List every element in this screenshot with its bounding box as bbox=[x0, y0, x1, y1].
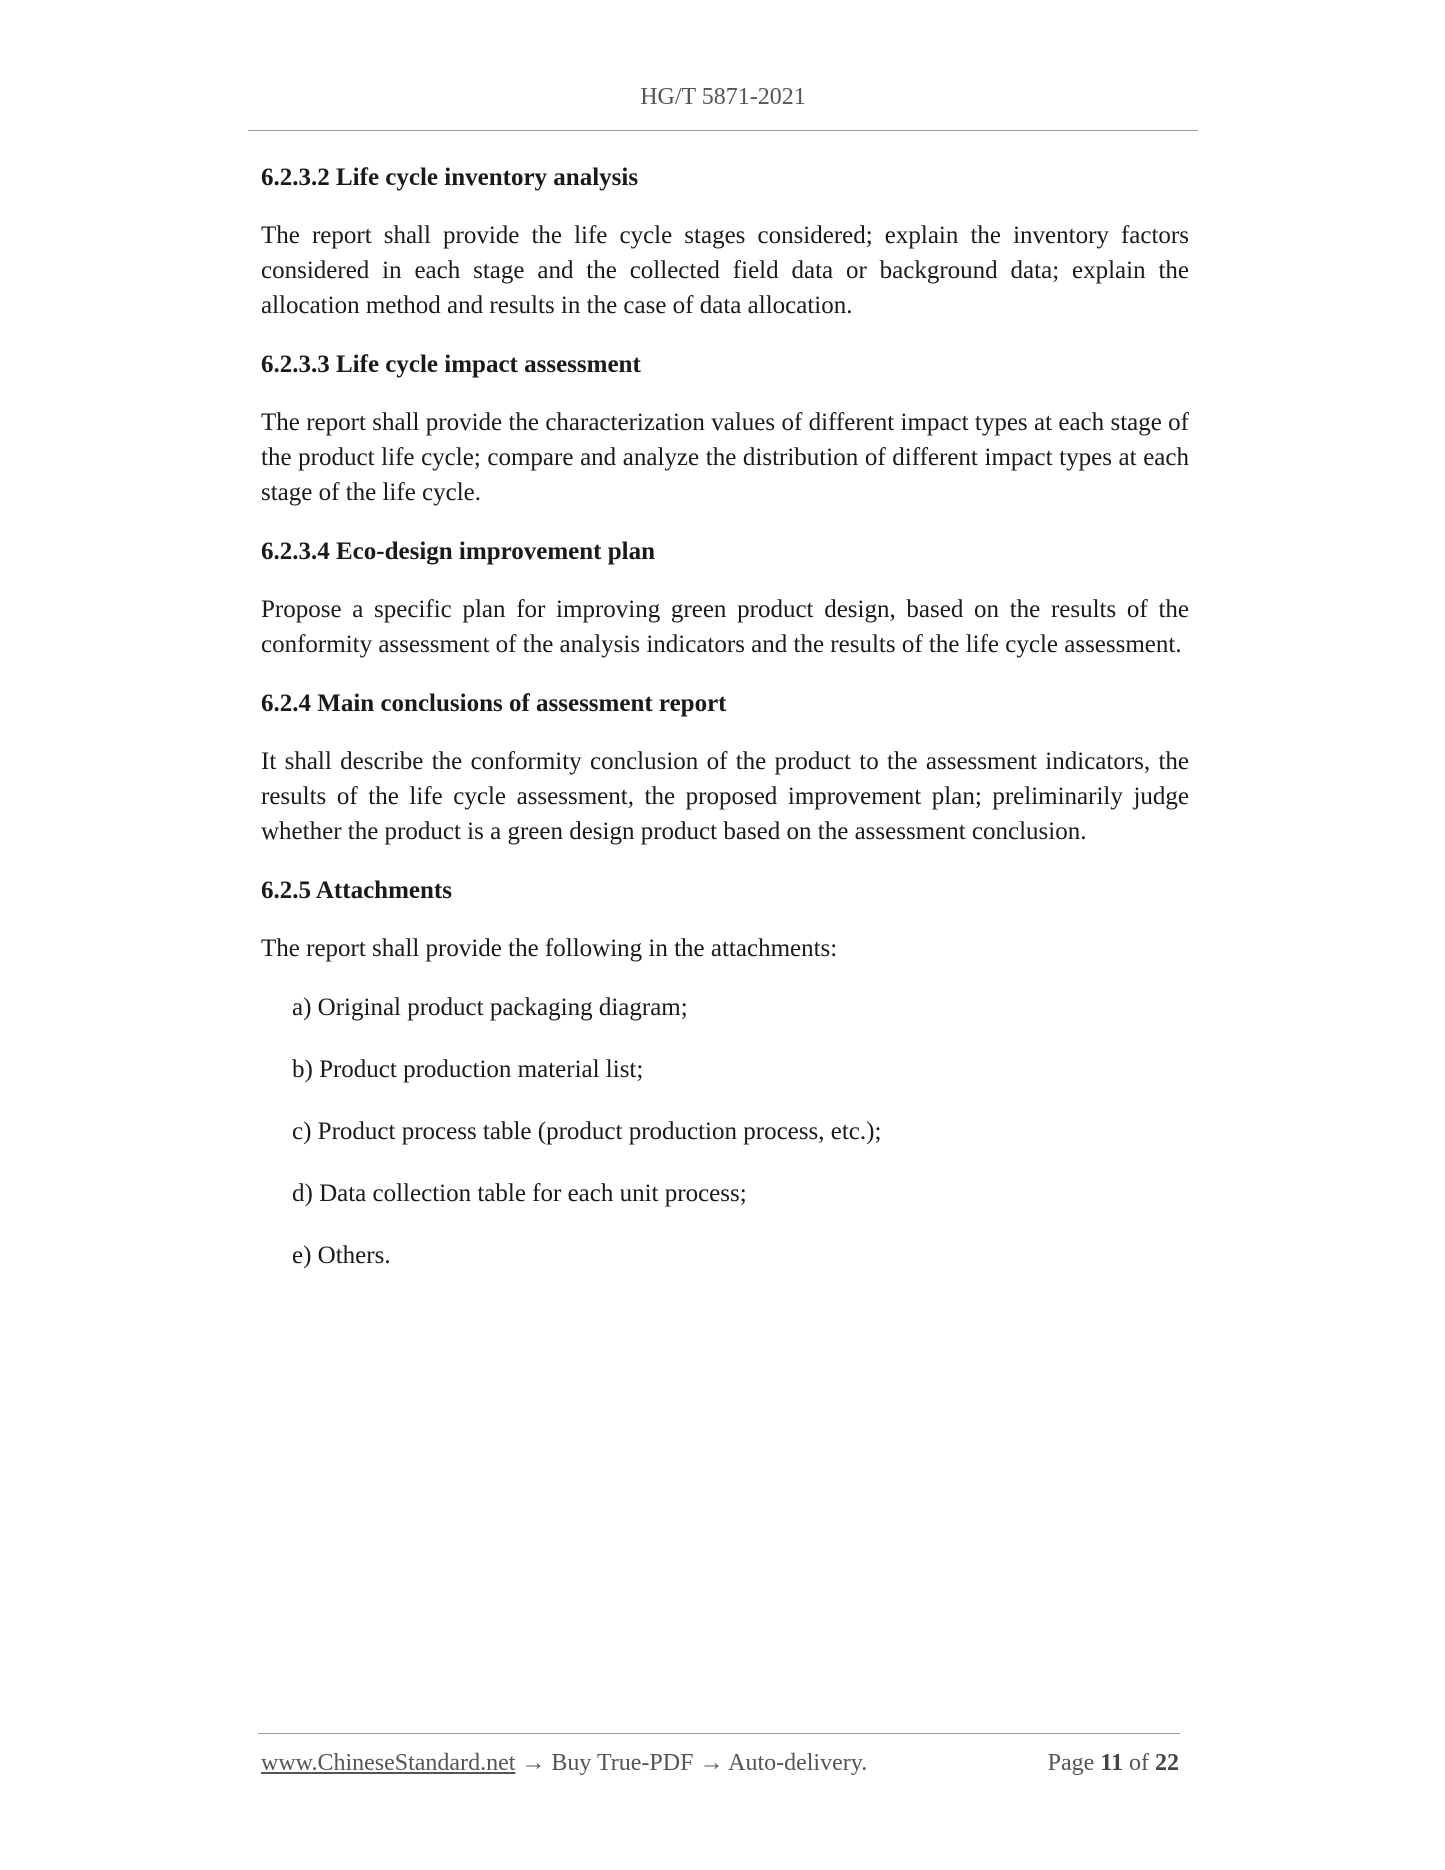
section-body-6-2-5: The report shall provide the following in the attachments: bbox=[261, 935, 838, 962]
section-body-6-2-3-3: The report shall provide the characterization values of different impact types at each stage of the product life cycle; compare and analyze the distribution of different impact types at each stage of the life cycle. bbox=[261, 409, 1189, 506]
attachments-list bbox=[261, 990, 1189, 1274]
list-item: b) Product production material list; bbox=[292, 1056, 644, 1083]
section-heading-6-2-5: 6.2.5 Attachments bbox=[261, 877, 452, 904]
section-body-6-2-4: It shall describe the conformity conclusion of the product to the assessment indicators, the results of the life cycle assessment, the proposed improvement plan; preliminarily judge whether the product is a green design product based on the assessment conclusion. bbox=[261, 748, 1189, 845]
page-label: Page bbox=[1047, 1750, 1095, 1776]
section-heading-6-2-3-2: 6.2.3.2 Life cycle inventory analysis bbox=[261, 164, 639, 191]
list-item: e) Others. bbox=[292, 1242, 391, 1269]
header-divider bbox=[248, 130, 1198, 131]
page-of-label: of bbox=[1129, 1750, 1149, 1776]
footer-promo: → Buy True-PDF → Auto-delivery. bbox=[515, 1750, 868, 1776]
footer-left bbox=[261, 1750, 867, 1777]
list-item: a) Original product packaging diagram; bbox=[292, 994, 688, 1021]
section-body-6-2-3-4: Propose a specific plan for improving green product design, based on the results of the conformity assessment of the analysis indicators and the results of the life cycle assessment. bbox=[261, 596, 1189, 658]
page-total: 22 bbox=[1155, 1750, 1179, 1776]
section-heading-6-2-4: 6.2.4 Main conclusions of assessment report bbox=[261, 690, 727, 717]
list-item: d) Data collection table for each unit process; bbox=[292, 1180, 747, 1207]
section-body-6-2-3-2: The report shall provide the life cycle stages considered; explain the inventory factors considered in each stage and the collected field data or background data; explain the allocation method and results in the case of data allocation. bbox=[261, 222, 1189, 319]
list-item: c) Product process table (product production process, etc.); bbox=[292, 1118, 882, 1145]
page-current: 11 bbox=[1100, 1750, 1123, 1776]
page-content bbox=[261, 160, 1189, 1300]
page-indicator bbox=[1048, 1750, 1179, 1777]
section-heading-6-2-3-4: 6.2.3.4 Eco-design improvement plan bbox=[261, 538, 655, 565]
running-header: HG/T 5871-2021 bbox=[640, 84, 806, 110]
page-footer bbox=[261, 1750, 1179, 1777]
site-link[interactable]: www.ChineseStandard.net bbox=[261, 1750, 516, 1776]
footer-divider bbox=[258, 1733, 1180, 1734]
section-heading-6-2-3-3: 6.2.3.3 Life cycle impact assessment bbox=[261, 351, 641, 378]
